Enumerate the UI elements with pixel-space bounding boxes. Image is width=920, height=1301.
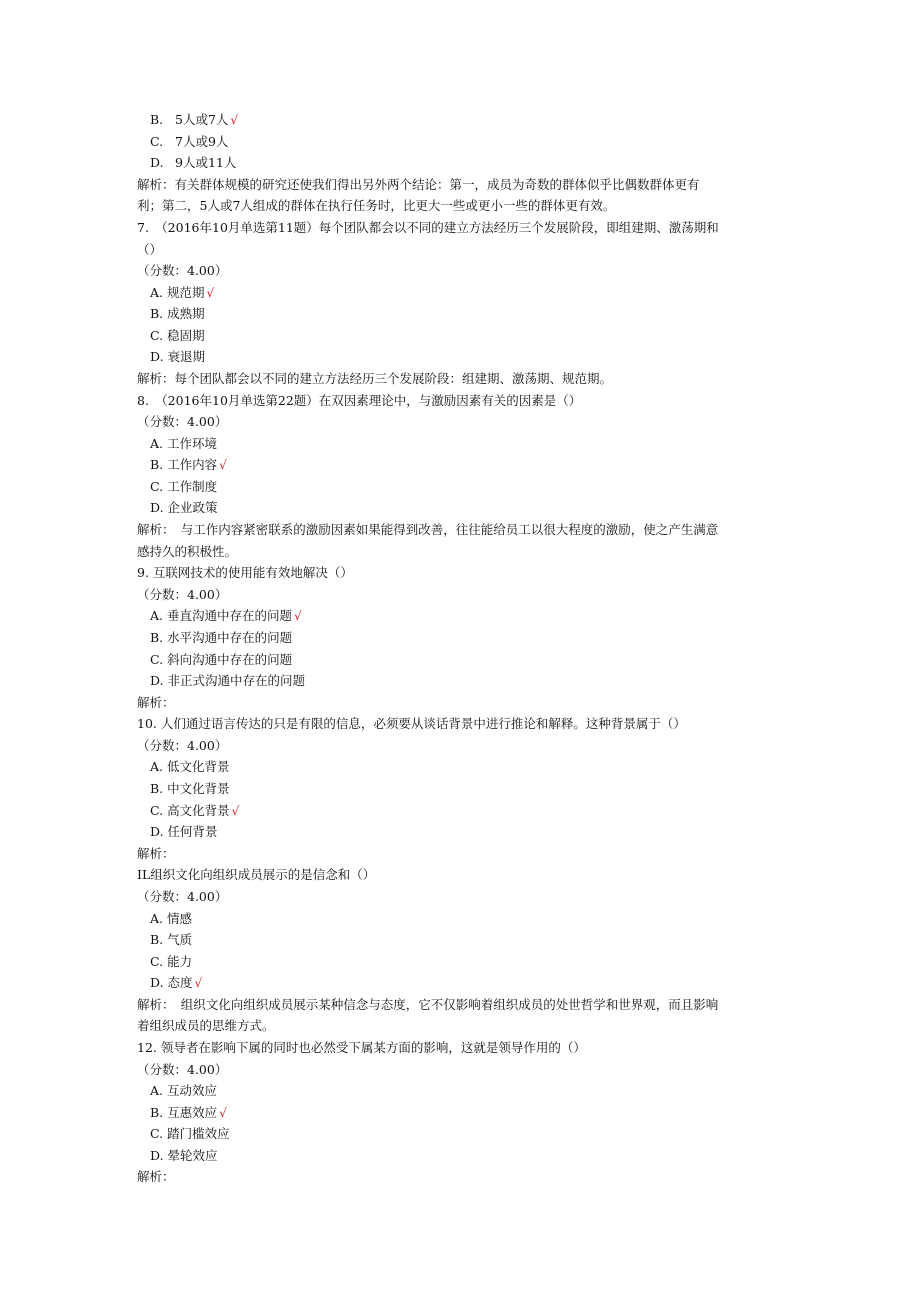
explanation-text [137, 542, 237, 562]
option-item [150, 477, 217, 497]
line-text: （分数：4.00） [137, 888, 228, 904]
line-text: C. 高文化背景 [150, 802, 230, 818]
score-label [137, 736, 227, 756]
explanation-text [137, 369, 612, 389]
line-text: B. 中文化背景 [150, 781, 230, 796]
score-label [137, 585, 227, 605]
question-text [137, 865, 375, 885]
check-mark-icon: √ [230, 113, 239, 127]
line-text: C. 稳固期 [150, 327, 205, 343]
line-text: D. 任何背景 [150, 824, 218, 840]
option-item [150, 110, 238, 130]
line-text: C. 能力 [150, 953, 193, 969]
line-text: （分数：4.00） [137, 1061, 228, 1077]
line-text: D. 企业政策 [150, 500, 218, 516]
option-item [150, 671, 305, 691]
line-text: B. 水平沟通中存在的问题 [150, 629, 293, 645]
line-text: C. 踏门槛效应 [150, 1126, 230, 1142]
score-label [137, 1060, 227, 1080]
option-item [150, 326, 205, 346]
option-item [150, 498, 218, 518]
option-item [150, 304, 205, 324]
line-text: A. 情感 [150, 910, 192, 926]
option-item [150, 909, 192, 929]
line-text: D. 衰退期 [150, 349, 206, 365]
line-text: B. 气质 [150, 932, 193, 947]
line-text: （分数：4.00） [137, 737, 228, 753]
line-text: （分数：4.00） [137, 414, 228, 430]
line-text: D. 非正式沟通中存在的问题 [150, 673, 306, 689]
line-text: （分数：4.00） [137, 586, 228, 602]
option-item [150, 952, 192, 972]
line-text: 7. （2016年10月单选第11题）每个团队都会以不同的建立方法经历三个发展阶段，即组建期、激荡期和 [137, 219, 719, 235]
explanation-text [137, 995, 718, 1015]
option-label: B. [150, 112, 164, 127]
line-text: 5人或7人 [175, 112, 229, 127]
line-text: 解析：每个团队都会以不同的建立方法经历三个发展阶段：组建期、激荡期、规范期。 [137, 371, 613, 386]
line-text: 7人或9人 [175, 133, 229, 149]
line-text: 解析： 组织文化向组织成员展示某种信念与态度，它不仅影响着组织成员的处世哲学和世界观，而且影响 [137, 996, 719, 1012]
option-item [150, 650, 292, 670]
question-text [137, 563, 353, 583]
line-text: （） [137, 241, 163, 257]
check-mark-icon: √ [219, 1105, 227, 1120]
line-text: 利；第二，5人或7人组成的群体在执行任务时，比更大一些或更小一些的群体更有效。 [137, 198, 616, 214]
question-text [137, 240, 162, 260]
line-text: A. 垂直沟通中存在的问题 [150, 608, 292, 624]
option-item [150, 1124, 230, 1144]
check-mark-icon: √ [194, 976, 203, 991]
line-text: IL组织文化向组织成员展示的是信念和（） [137, 867, 376, 883]
line-text: A. 工作环境 [150, 435, 217, 451]
line-text: D. 态度 [150, 975, 193, 991]
line-text: C. 斜向沟通中存在的问题 [150, 651, 293, 667]
question-text [137, 714, 686, 734]
explanation-text [137, 196, 615, 216]
score-label [137, 261, 227, 281]
option-item [150, 1146, 218, 1166]
option-item [150, 283, 214, 303]
option-item [150, 757, 229, 777]
line-text: B. 成熟期 [150, 306, 205, 322]
option-item [150, 801, 239, 821]
line-text: 9. 互联网技术的使用能有效地解决（） [137, 565, 353, 581]
explanation-text [137, 1167, 175, 1187]
line-text: C. 工作制度 [150, 478, 218, 494]
line-text: 9人或11人 [175, 155, 237, 171]
option-item [150, 153, 236, 173]
line-text: 着组织成员的思维方式。 [137, 1018, 275, 1034]
line-text: 10. 人们通过语言传达的只是有限的信息，必须要从谈话背景中进行推论和解释。这种背景属于（） [137, 716, 686, 732]
line-text: D. 晕轮效应 [150, 1147, 218, 1163]
line-text: 12. 领导者在影响下属的同时也必然受下属某方面的影响，这就是领导作用的（） [137, 1039, 586, 1055]
option-label: D. [150, 155, 164, 171]
line-text: 解析： [137, 1169, 175, 1185]
option-item [150, 628, 292, 648]
explanation-text [137, 693, 175, 713]
question-text [137, 391, 581, 411]
option-item [150, 822, 218, 842]
line-text: （分数：4.00） [137, 263, 228, 279]
option-item [150, 973, 202, 993]
line-text: 解析： [137, 845, 175, 861]
option-item [150, 1103, 227, 1123]
check-mark-icon: √ [219, 458, 227, 473]
check-mark-icon: √ [293, 609, 302, 624]
line-text: B. 工作内容 [150, 457, 218, 473]
explanation-text [137, 520, 718, 540]
option-item [150, 779, 230, 799]
line-text: A. 互动效应 [150, 1083, 217, 1099]
option-label: C. [150, 133, 164, 149]
line-text: 感持久的积极性。 [137, 543, 238, 559]
question-text [137, 1038, 586, 1058]
line-text: 解析：有关群体规模的研究还使我们得出另外两个结论：第一，成员为奇数的群体似乎比偶数群体更有 [137, 176, 700, 192]
option-item [150, 930, 192, 950]
line-text: 解析： 与工作内容紧密联系的激励因素如果能得到改善，往往能给员工以很大程度的激励，使之产生满意 [137, 522, 719, 537]
option-item [150, 455, 227, 475]
line-text: 解析： [137, 694, 175, 710]
line-text: B. 互惠效应 [150, 1104, 218, 1120]
explanation-text [137, 1016, 275, 1036]
line-text: A. 规范期 [150, 284, 205, 300]
line-text: 8. （2016年10月单选第22题）在双因素理论中，与激励因素有关的因素是（） [137, 392, 582, 408]
explanation-text [137, 844, 175, 864]
option-item [150, 1081, 217, 1101]
line-text: A. 低文化背景 [150, 759, 230, 775]
option-item [150, 132, 228, 152]
score-label [137, 887, 227, 907]
check-mark-icon: √ [206, 285, 215, 300]
question-text [137, 218, 719, 238]
score-label [137, 412, 227, 432]
option-item [150, 606, 302, 626]
check-mark-icon: √ [231, 803, 240, 818]
option-item [150, 347, 205, 367]
option-item [150, 434, 217, 454]
explanation-text [137, 175, 700, 195]
